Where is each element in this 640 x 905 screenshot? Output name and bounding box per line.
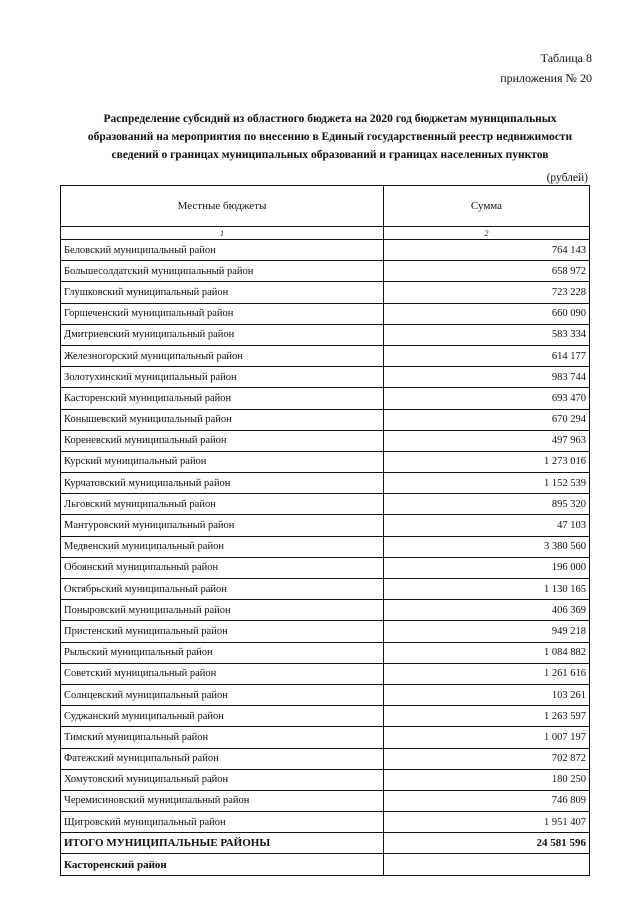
- amount-cell: 702 872: [384, 748, 590, 769]
- amount-cell: 1 084 882: [384, 642, 590, 663]
- table-row: [61, 515, 590, 536]
- amount-cell: 1 951 407: [384, 812, 590, 833]
- column-number-1: 1: [61, 227, 384, 240]
- budget-name-cell: Горшеченский муниципальный район: [61, 303, 384, 324]
- amount-cell: 103 261: [384, 684, 590, 705]
- section-amount: [384, 854, 590, 875]
- budget-name-cell: Большесолдатский муниципальный район: [61, 261, 384, 282]
- table-reference: [500, 48, 592, 88]
- amount-cell: 196 000: [384, 557, 590, 578]
- column-header-amount: Сумма: [384, 186, 590, 227]
- budget-name-cell: Черемисиновский муниципальный район: [61, 790, 384, 811]
- table-row: [61, 409, 590, 430]
- budget-name-cell: Обоянский муниципальный район: [61, 557, 384, 578]
- budget-name-cell: Мантуровский муниципальный район: [61, 515, 384, 536]
- amount-cell: 1 007 197: [384, 727, 590, 748]
- table-row: [61, 600, 590, 621]
- table-row: [61, 557, 590, 578]
- document-title: Распределение субсидий из областного бюджета на 2020 год бюджетам муниципальных образований на мероприятия по внесению в Единый государственный реестр недвижимости сведений о границах муниципальных образований и границах населенных пунктов: [87, 113, 573, 161]
- budget-name-cell: Поныровский муниципальный район: [61, 600, 384, 621]
- amount-cell: 1 152 539: [384, 473, 590, 494]
- table-row: [61, 324, 590, 345]
- table-row: [61, 473, 590, 494]
- budget-name-cell: Дмитриевский муниципальный район: [61, 324, 384, 345]
- amount-cell: 180 250: [384, 769, 590, 790]
- total-amount: 24 581 596: [384, 833, 590, 854]
- budget-name-cell: Золотухинский муниципальный район: [61, 367, 384, 388]
- budget-name-cell: Фатежский муниципальный район: [61, 748, 384, 769]
- table-row: [61, 536, 590, 557]
- table-row: [61, 684, 590, 705]
- amount-cell: 1 261 616: [384, 663, 590, 684]
- budget-name-cell: Пристенский муниципальный район: [61, 621, 384, 642]
- budget-name-cell: Железногорский муниципальный район: [61, 345, 384, 366]
- table-row: [61, 812, 590, 833]
- table-body: [61, 240, 590, 833]
- budget-name-cell: Солнцевский муниципальный район: [61, 684, 384, 705]
- budget-name-cell: Рыльский муниципальный район: [61, 642, 384, 663]
- amount-cell: 660 090: [384, 303, 590, 324]
- amount-cell: 1 263 597: [384, 706, 590, 727]
- table-row: [61, 388, 590, 409]
- amount-cell: 1 130 165: [384, 579, 590, 600]
- budget-name-cell: Курский муниципальный район: [61, 451, 384, 472]
- table-row: [61, 769, 590, 790]
- table-row: [61, 261, 590, 282]
- table-row: [61, 303, 590, 324]
- table-row: [61, 430, 590, 451]
- table-row: [61, 367, 590, 388]
- amount-cell: 983 744: [384, 367, 590, 388]
- column-number-2: 2: [384, 227, 590, 240]
- budget-name-cell: Тимский муниципальный район: [61, 727, 384, 748]
- budget-name-cell: Касторенский муниципальный район: [61, 388, 384, 409]
- budget-name-cell: Кореневский муниципальный район: [61, 430, 384, 451]
- amount-cell: 47 103: [384, 515, 590, 536]
- amount-cell: 3 380 560: [384, 536, 590, 557]
- amount-cell: 497 963: [384, 430, 590, 451]
- budget-name-cell: Курчатовский муниципальный район: [61, 473, 384, 494]
- budget-name-cell: Беловский муниципальный район: [61, 240, 384, 261]
- table-row: [61, 579, 590, 600]
- units-label: (рублей): [546, 172, 588, 184]
- amount-cell: 614 177: [384, 345, 590, 366]
- amount-cell: 764 143: [384, 240, 590, 261]
- column-number-row: [61, 227, 590, 240]
- table-row: [61, 706, 590, 727]
- table-row: [61, 727, 590, 748]
- table-row: [61, 621, 590, 642]
- budget-name-cell: Глушковский муниципальный район: [61, 282, 384, 303]
- column-header-budgets: Местные бюджеты: [61, 186, 384, 227]
- table-row: [61, 345, 590, 366]
- budget-name-cell: Советский муниципальный район: [61, 663, 384, 684]
- table-row: [61, 663, 590, 684]
- budget-name-cell: Конышевский муниципальный район: [61, 409, 384, 430]
- amount-cell: 693 470: [384, 388, 590, 409]
- subsidy-table: [60, 185, 590, 876]
- budget-name-cell: Суджанский муниципальный район: [61, 706, 384, 727]
- table-row: [61, 494, 590, 515]
- appendix-label: приложения № 20: [500, 71, 592, 85]
- total-row: [61, 833, 590, 854]
- budget-name-cell: Октябрьский муниципальный район: [61, 579, 384, 600]
- section-label: Касторенский район: [61, 854, 384, 875]
- section-row: [61, 854, 590, 875]
- amount-cell: 895 320: [384, 494, 590, 515]
- amount-cell: 583 334: [384, 324, 590, 345]
- table-row: [61, 240, 590, 261]
- budget-name-cell: Льговский муниципальный район: [61, 494, 384, 515]
- budget-name-cell: Медвенский муниципальный район: [61, 536, 384, 557]
- table-row: [61, 451, 590, 472]
- table-row: [61, 282, 590, 303]
- table-row: [61, 642, 590, 663]
- budget-name-cell: Хомутовский муниципальный район: [61, 769, 384, 790]
- amount-cell: 670 294: [384, 409, 590, 430]
- table-header-row: [61, 186, 590, 227]
- amount-cell: 1 273 016: [384, 451, 590, 472]
- table-label: Таблица 8: [540, 51, 592, 65]
- amount-cell: 406 369: [384, 600, 590, 621]
- amount-cell: 746 809: [384, 790, 590, 811]
- budget-name-cell: Щигровский муниципальный район: [61, 812, 384, 833]
- total-label: ИТОГО МУНИЦИПАЛЬНЫЕ РАЙОНЫ: [61, 833, 384, 854]
- amount-cell: 723 228: [384, 282, 590, 303]
- amount-cell: 658 972: [384, 261, 590, 282]
- amount-cell: 949 218: [384, 621, 590, 642]
- table-row: [61, 790, 590, 811]
- table-row: [61, 748, 590, 769]
